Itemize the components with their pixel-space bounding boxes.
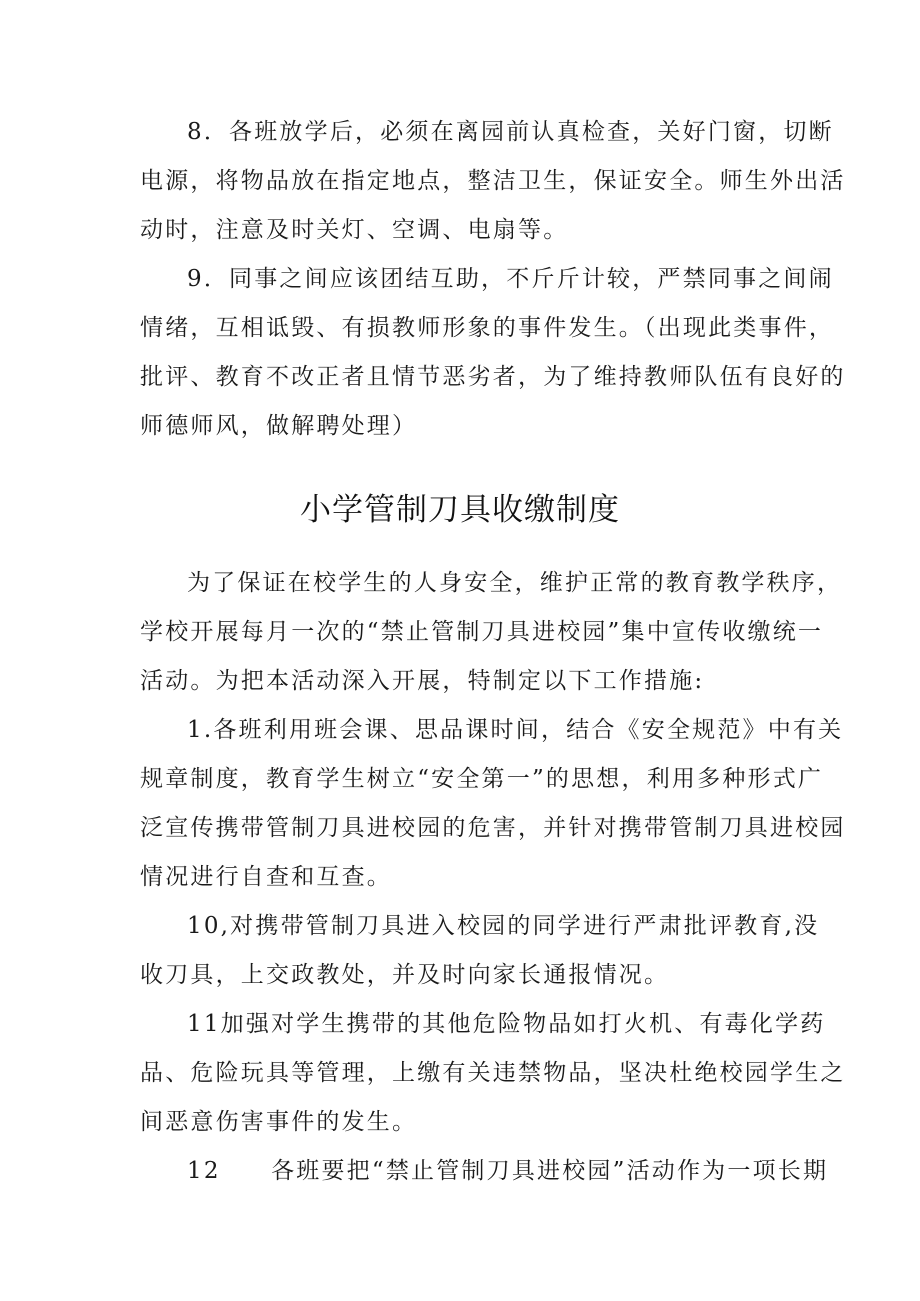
item-11-line-3: 间恶意伤害事件的发生。: [140, 1109, 418, 1135]
item-1-line-2: 规章制度，教育学生树立“安全第一”的思想，利用多种形式广: [140, 766, 824, 792]
item-8-line-3: 动时，注意及时关灯、空调、电扇等。: [140, 217, 569, 243]
item-9-line-1: 9．同事之间应该团结互助，不斤斤计较，严禁同事之间闹: [187, 266, 834, 292]
item-9-line-3: 批评、教育不改正者且情节恶劣者，为了维持教师队伍有良好的: [140, 364, 846, 390]
item-11-line-1: 11加强对学生携带的其他危险物品如打火机、有毒化学药: [187, 1011, 826, 1037]
item-1-line-4: 情况进行自查和互查。: [140, 864, 392, 890]
item-10-line-2: 收刀具，上交政教处，并及时向家长通报情况。: [140, 962, 670, 988]
item-12-line-1: 12 各班要把“禁止管制刀具进校园”活动作为一项长期: [187, 1158, 829, 1184]
item-9-line-4: 师德师风，做解聘处理）: [140, 413, 418, 439]
item-11-line-2: 品、危险玩具等管理，上缴有关违禁物品，坚决杜绝校园学生之: [140, 1060, 846, 1086]
item-9-line-2: 情绪，互相诋毁、有损教师形象的事件发生。（出现此类事件，: [140, 315, 835, 341]
item-1-line-1: 1.各班利用班会课、思品课时间，结合《安全规范》中有关: [187, 717, 844, 743]
item-10-line-1: 10,对携带管制刀具进入校园的同学进行严肃批评教育,没: [187, 913, 820, 939]
item-8-line-2: 电源，将物品放在指定地点，整洁卫生，保证安全。师生外出活: [140, 168, 846, 194]
intro-line-2: 学校开展每月一次的“禁止管制刀具进校园”集中宣传收缴统一: [140, 619, 824, 645]
intro-line-3: 活动。为把本活动深入开展，特制定以下工作措施:: [140, 668, 705, 694]
section-title: 小学管制刀具收缴制度: [300, 492, 620, 528]
intro-line-1: 为了保证在校学生的人身安全，维护正常的教育教学秩序，: [187, 570, 843, 596]
item-1-line-3: 泛宣传携带管制刀具进校园的危害，并针对携带管制刀具进校园: [140, 815, 846, 841]
item-8-line-1: 8．各班放学后，必须在离园前认真检查，关好门窗，切断: [187, 119, 834, 145]
